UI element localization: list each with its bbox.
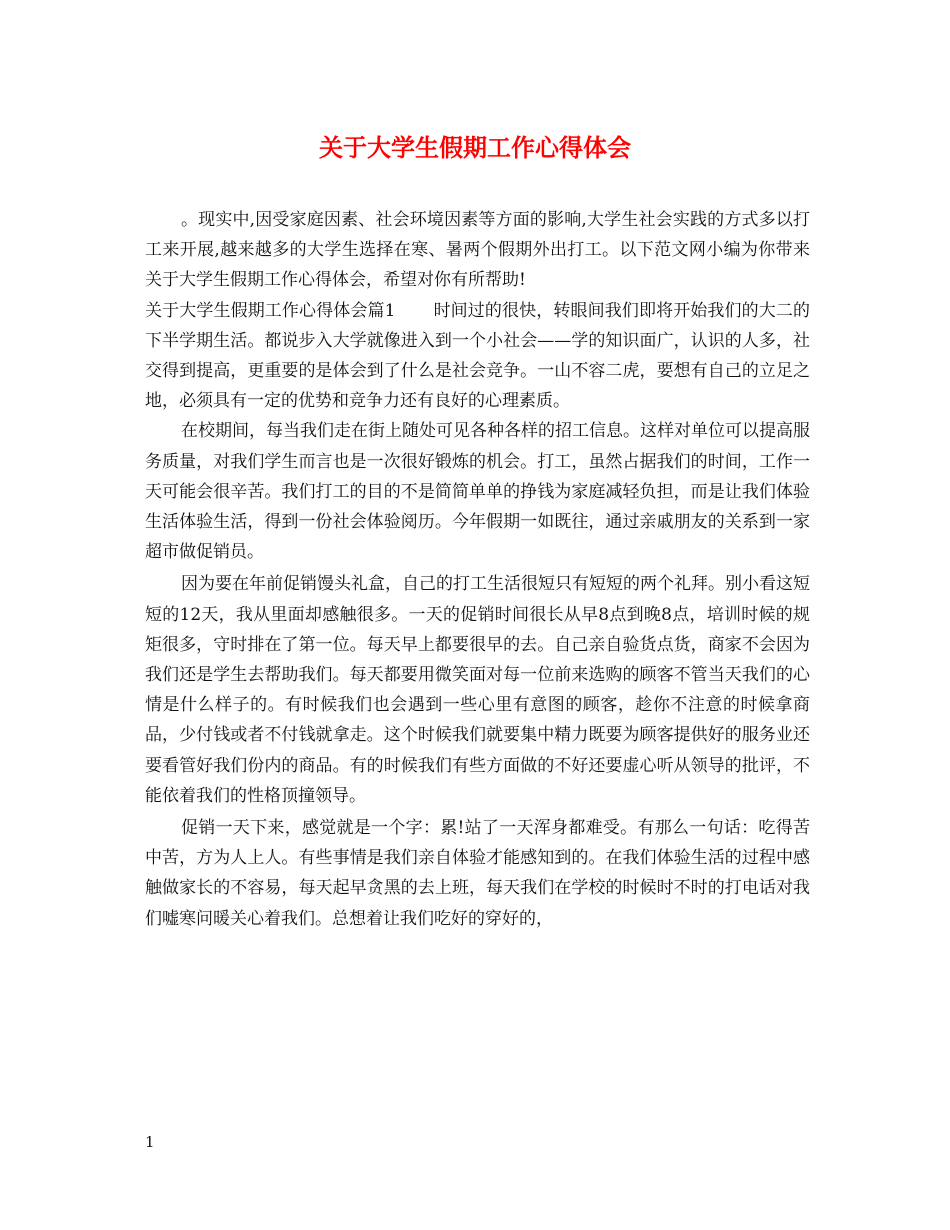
- body-paragraph-1: 在校期间，每当我们走在街上随处可见各种各样的招工信息。这样对单位可以提高服务质量，对我们学生而言也是一次很好锻炼的机会。打工，虽然占据我们的时间，工作一天可能会很辛苦。我们打工的目的不是简简单单的挣钱为家庭减轻负担，而是让我们体验生活体验生活，得到一份社会体验阅历。今年假期一如既往，通过亲戚朋友的关系到一家超市做促销员。: [145, 421, 810, 563]
- body-paragraph-3: 促销一天下来，感觉就是一个字：累!站了一天浑身都难受。有那么一句话：吃得苦中苦，方为人上人。有些事情是我们亲自体验才能感知到的。在我们体验生活的过程中感触做家长的不容易，每天起早贪黑的去上班，每天我们在学校的时候时不时的打电话对我们嘘寒问暖关心着我们。总想着让我们吃好的穿好的，: [145, 818, 810, 929]
- section-paragraph: [145, 296, 810, 417]
- document-body: [145, 205, 810, 934]
- intro-paragraph: 。现实中,因受家庭因素、社会环境因素等方面的影响,大学生社会实践的方式多以打工来开展,越来越多的大学生选择在寒、暑两个假期外出打工。以下范文网小编为你带来关于大学生假期工作心得体会，希望对你有所帮助!: [145, 210, 810, 291]
- page-number: 1: [145, 1133, 155, 1151]
- body-paragraph-2: 因为要在年前促销馒头礼盒，自己的打工生活很短只有短短的两个礼拜。别小看这短短的12天，我从里面却感触很多。一天的促销时间很长从早8点到晚8点，培训时候的规矩很多，守时排在了第一位。每天早上都要很早的去。自己亲自验货点货，商家不会因为我们还是学生去帮助我们。每天都要用微笑面对每一位前来选购的顾客不管当天我们的心情是什么样子的。有时候我们也会遇到一些心里有意图的顾客，趁你不注意的时候拿商品，少付钱或者不付钱就拿走。这个时候我们就要集中精力既要为顾客提供好的服务业还要看管好我们份内的商品。有的时候我们有些方面做的不好还要虚心听从领导的批评，不能依着我们的性格顶撞领导。: [145, 574, 810, 806]
- section-heading: 关于大学生假期工作心得体会篇1: [145, 300, 396, 321]
- document-title: 关于大学生假期工作心得体会: [319, 133, 631, 162]
- section-first-text: 时间过的很快，转眼间我们即将开始我们的大二的下半学期生活。都说步入大学就像进入到一个小社会——学的知识面广，认识的人多，社交得到提高，更重要的是体会到了什么是社会竞争。一山不容二虎，要想有自己的立足之地，必须具有一定的优势和竞争力还有良好的心理素质。: [145, 300, 811, 412]
